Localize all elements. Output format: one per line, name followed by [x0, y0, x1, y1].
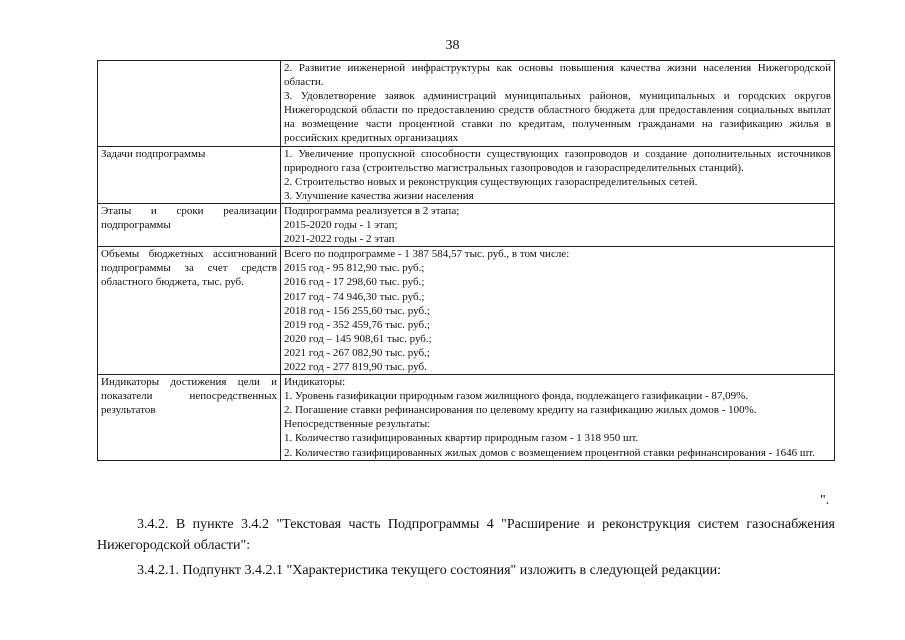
table-row	[98, 203, 835, 246]
content-line: 1. Количество газифицированных квартир природным газом - 1 318 950 шт.	[284, 432, 639, 445]
content-line: 1. Увеличение пропускной способности существующих газопроводов и создание дополнительных источников природного газа (строительство магистральных газопроводов и газораспределительных станций).	[284, 147, 831, 174]
content-line: 2. Количество газифицированных жилых домов с возмещением процентной ставки рефинансирования - 1646 шт.	[284, 446, 816, 459]
content-line: 1. Уровень газификации природным газом жилищного фонда, подлежащего газификации - 87,09%.	[284, 390, 749, 403]
content-line: 2. Развитие инженерной инфраструктуры как основы повышения качества жизни населения Нижегородской области.	[284, 62, 831, 89]
row-content	[281, 247, 835, 375]
subprogram-passport-table	[97, 60, 835, 461]
closing-quote-mark: ".	[820, 493, 830, 508]
content-line: 2020 год – 145 908,61 тыс. руб.;	[284, 332, 432, 345]
table-row	[98, 61, 835, 147]
content-line: Непосредственные результаты:	[284, 418, 431, 431]
table-row	[98, 146, 835, 203]
content-line: 2. Погашение ставки рефинансирования по целевому кредиту на газификацию жилых домов - 100%.	[284, 404, 757, 417]
content-line: Индикаторы:	[284, 376, 346, 389]
row-label: Индикаторы достижения цели и показатели непосредственных результатов	[98, 375, 281, 461]
row-content	[281, 146, 835, 203]
row-label	[98, 61, 281, 147]
content-line: 2017 год - 74 946,30 тыс. руб.;	[284, 290, 425, 303]
table-row	[98, 247, 835, 375]
row-label: Этапы и сроки реализации подпрограммы	[98, 203, 281, 246]
content-line: 2019 год - 352 459,76 тыс. руб.;	[284, 318, 430, 331]
row-content	[281, 203, 835, 246]
content-line: 3. Улучшение качества жизни населения	[284, 189, 474, 202]
content-line: 2018 год - 156 255,60 тыс. руб.;	[284, 304, 430, 317]
row-content	[281, 61, 835, 147]
content-line: 3. Удовлетворение заявок администраций муниципальных районов, муниципальных и городских округов Нижегородской области по предоставлению средств областного бюджета для предоставления социальных выплат на возмещение части процентной ставки по кредитам, полученным гражданами на газификацию жилья в российских кредитных организациях	[284, 90, 831, 145]
content-line: 2016 год - 17 298,60 тыс. руб.;	[284, 276, 425, 289]
page-number: 38	[445, 38, 460, 53]
content-line: 2015-2020 годы - 1 этап;	[284, 219, 398, 232]
content-line: 2021-2022 годы - 2 этап	[284, 233, 395, 246]
content-line: Подпрограмма реализуется в 2 этапа;	[284, 204, 460, 217]
amendment-paragraph: 3.4.2. В пункте 3.4.2 "Текстовая часть Подпрограммы 4 "Расширение и реконструкция систем газоснабжения Нижегородской области":	[97, 517, 835, 553]
content-line: 2021 год - 267 082,90 тыс. руб.;	[284, 346, 430, 359]
content-line: 2022 год - 277 819,90 тыс. руб.	[284, 360, 427, 373]
row-label: Задачи подпрограммы	[98, 146, 281, 203]
amendment-subparagraph: 3.4.2.1. Подпункт 3.4.2.1 "Характеристика текущего состояния" изложить в следующей редакции:	[137, 563, 721, 578]
table-row	[98, 375, 835, 461]
row-label: Объемы бюджетных ассигнований подпрограммы за счет средств областного бюджета, тыс. руб.	[98, 247, 281, 375]
content-line: 2015 год - 95 812,90 тыс. руб.;	[284, 262, 425, 275]
content-line: Всего по подпрограмме - 1 387 584,57 тыс. руб., в том числе:	[284, 248, 570, 261]
row-content	[281, 375, 835, 461]
content-line: 2. Строительство новых и реконструкция существующих газораспределительных сетей.	[284, 175, 698, 188]
